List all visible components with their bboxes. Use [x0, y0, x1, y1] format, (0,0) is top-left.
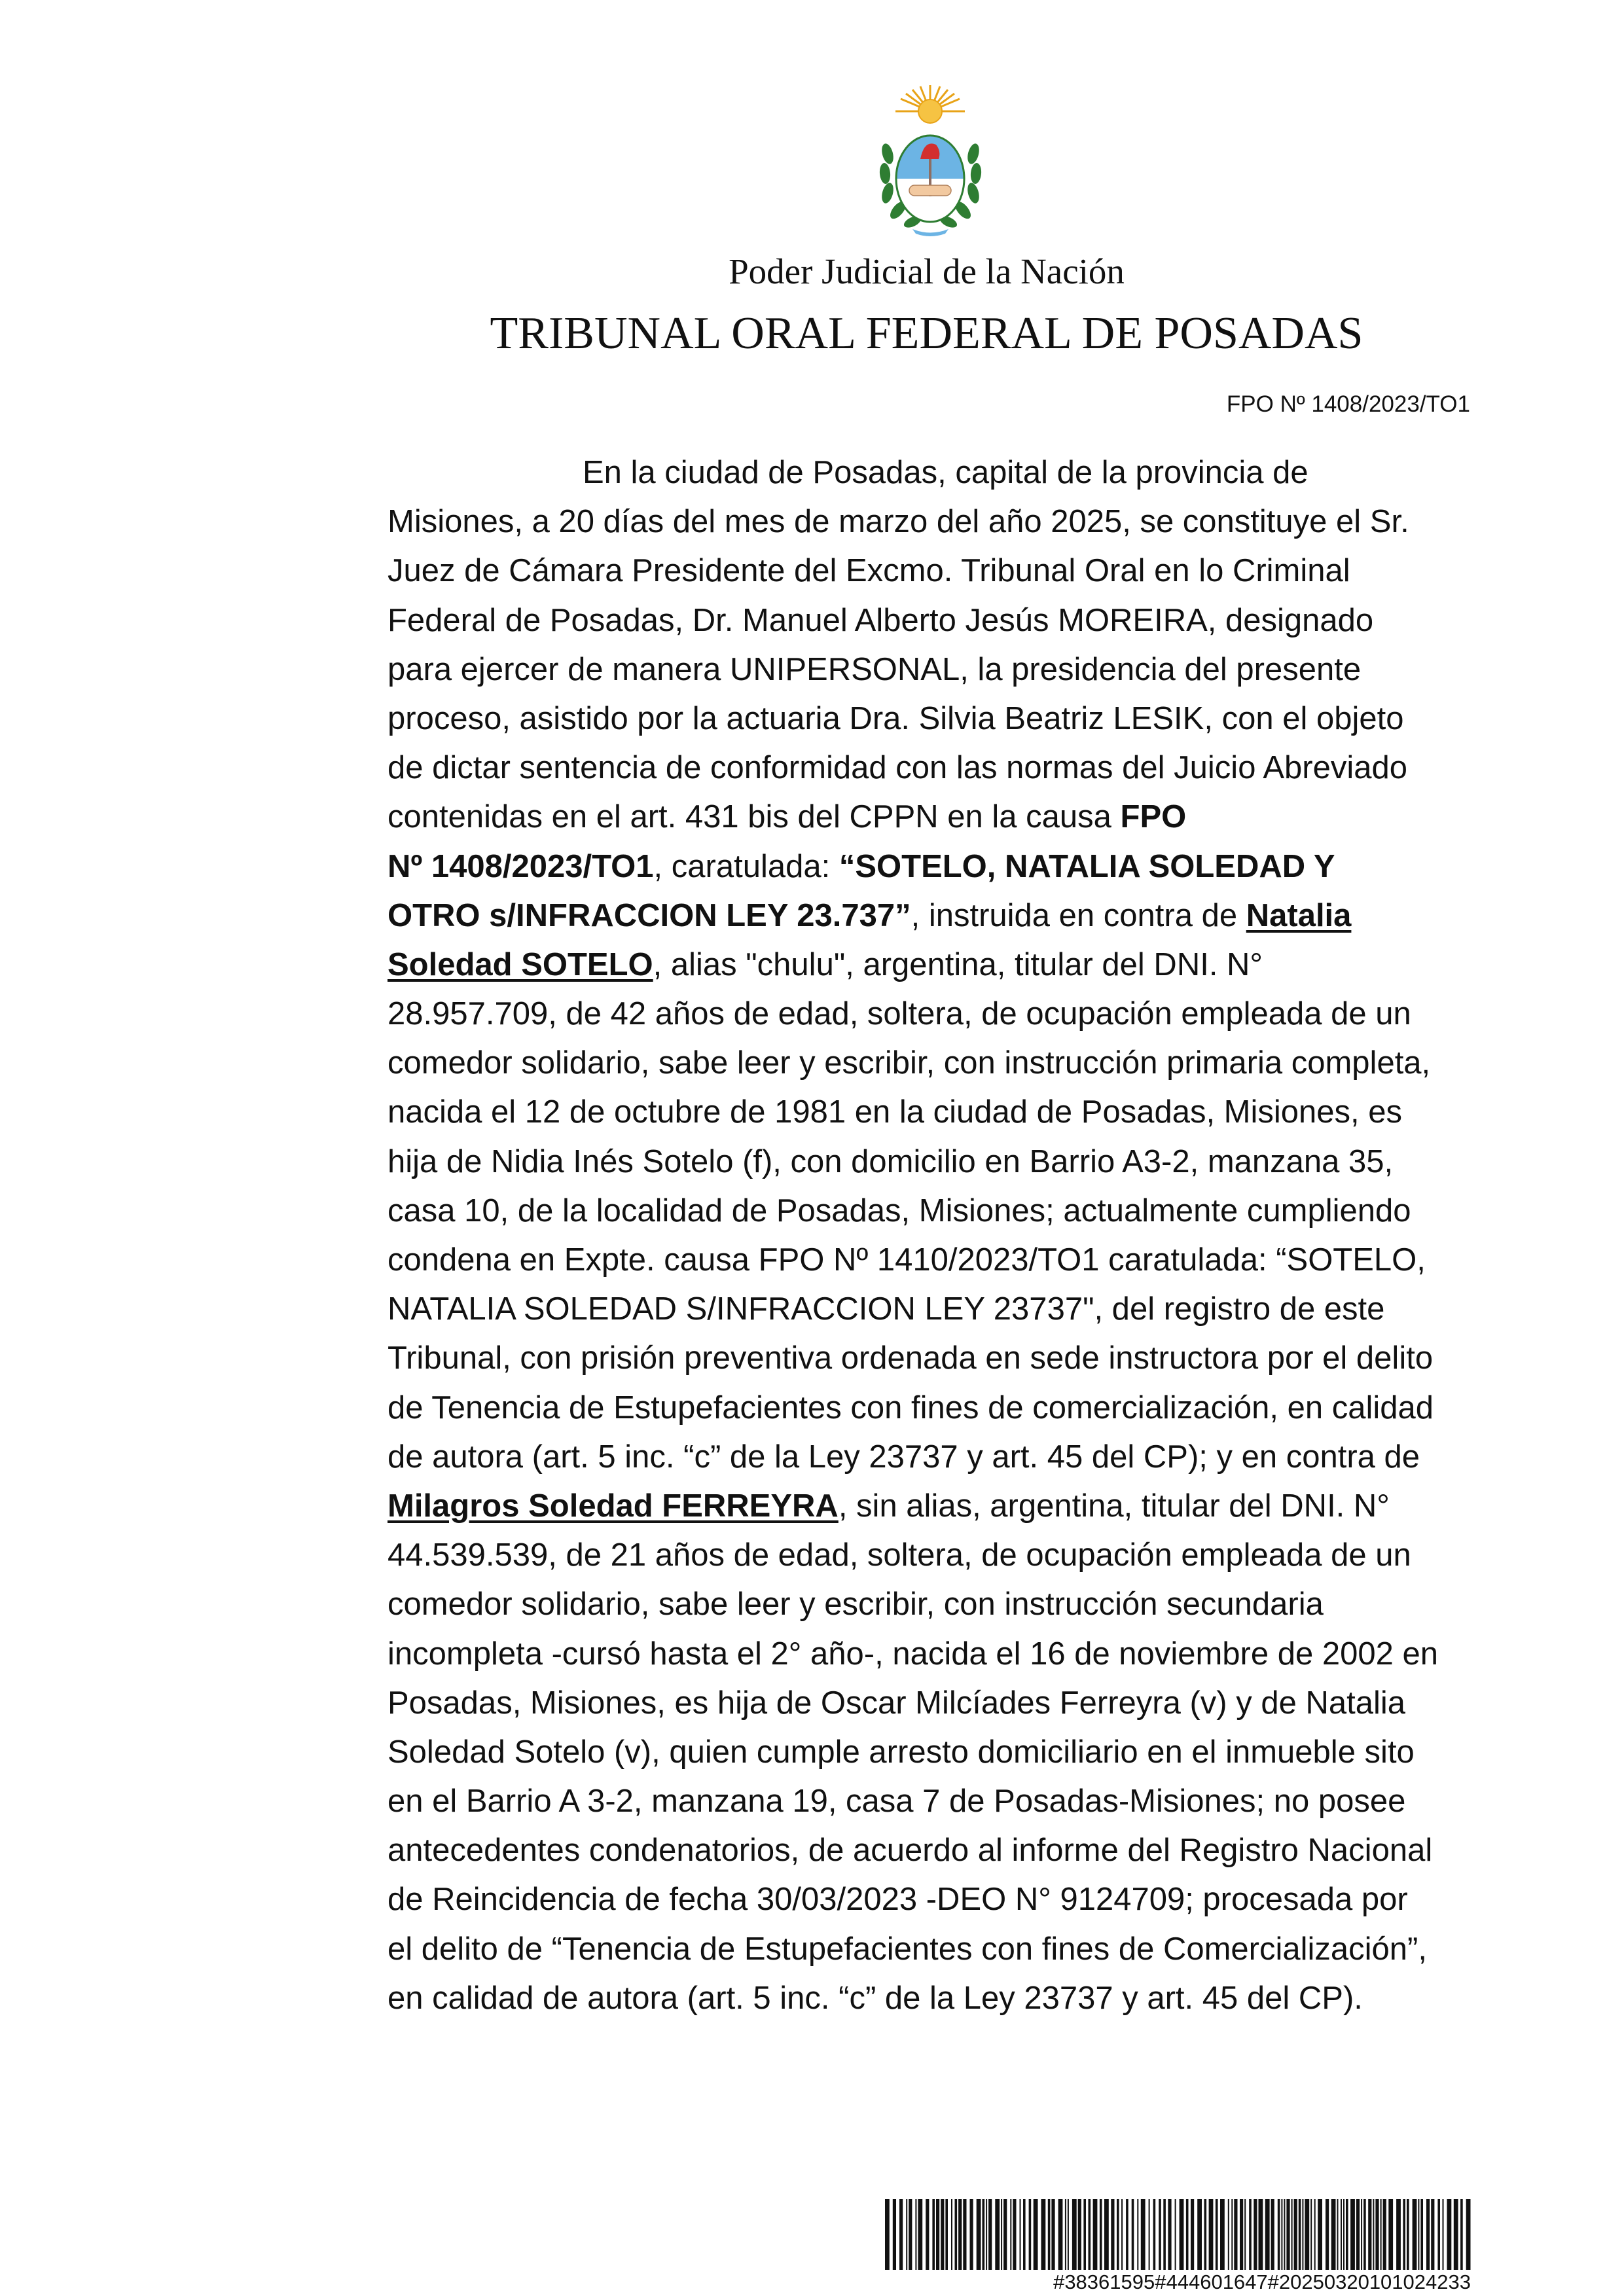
body-line [388, 990, 1471, 1039]
barcode-bar [1041, 2199, 1046, 2270]
barcode-bar [1137, 2199, 1138, 2270]
barcode-bar [1281, 2199, 1282, 2270]
barcode-bar [1343, 2199, 1344, 2270]
body-line [388, 891, 1471, 941]
barcode-bar [1368, 2199, 1371, 2270]
barcode-bar [1265, 2199, 1270, 2270]
barcode-bar [1163, 2199, 1166, 2270]
barcode-bar [1314, 2199, 1316, 2270]
barcode-bar [936, 2199, 939, 2270]
barcode-bar [1234, 2199, 1237, 2270]
text-run: Soledad Sotelo (v), quien cumple arresto domiciliario en el inmueble sito [388, 1734, 1415, 1770]
ribbon [912, 229, 948, 236]
text-run: , instruida en contra de [911, 897, 1238, 933]
barcode-bar [1132, 2199, 1134, 2270]
barcode-bar [1388, 2199, 1393, 2270]
defendant-name-1: Natalia [1246, 897, 1352, 933]
barcode-bar [1240, 2199, 1243, 2270]
defendant-name-1: Soledad SOTELO [388, 946, 653, 982]
barcode-bar [1305, 2199, 1309, 2270]
barcode-bar [918, 2199, 922, 2270]
barcode-bar [885, 2199, 890, 2270]
barcode-bar [1159, 2199, 1161, 2270]
barcode-bar [1180, 2199, 1184, 2270]
barcode-bar [941, 2199, 944, 2270]
text-run: , sin alias, argentina, titular del DNI. N° [838, 1488, 1390, 1524]
case-number-bold: Nº 1408/2023/TO1 [388, 848, 654, 884]
defendant-name-2: Milagros Soledad FERREYRA [388, 1488, 839, 1524]
barcode-bar [1220, 2199, 1225, 2270]
body-line [388, 1728, 1471, 1777]
barcode-bar [1023, 2199, 1026, 2270]
barcode-bar [915, 2199, 916, 2270]
barcode-bar [995, 2199, 1000, 2270]
barcode-bar [1072, 2199, 1077, 2270]
barcode-bar [1058, 2199, 1063, 2270]
text-run: Juez de Cámara Presidente del Excmo. Tribunal Oral en lo Criminal [388, 553, 1350, 589]
barcode-bar [1443, 2199, 1444, 2270]
barcode-bar [1407, 2199, 1409, 2270]
barcode-bar [1420, 2199, 1423, 2270]
barcode-bar [1013, 2199, 1016, 2270]
barcode-bar [1083, 2199, 1086, 2270]
body-paragraph [388, 448, 1471, 2023]
barcode-bar [1286, 2199, 1290, 2270]
body-line [388, 448, 1471, 497]
barcode-bar [1093, 2199, 1098, 2270]
barcode-bar [1104, 2199, 1109, 2270]
body-line [388, 744, 1471, 793]
case-title-bold: “SOTELO, NATALIA SOLEDAD Y [839, 848, 1335, 884]
body-line [388, 596, 1471, 645]
text-run: comedor solidario, sabe leer y escribir, con instrucción primaria completa, [388, 1045, 1431, 1081]
barcode-bar [909, 2199, 912, 2270]
barcode-bar [1175, 2199, 1176, 2270]
body-line [388, 1974, 1471, 2023]
barcode-bar [1254, 2199, 1257, 2270]
barcode-bar [1001, 2199, 1002, 2270]
text-run: incompleta -cursó hasta el 2° año-, nacida el 16 de noviembre de 2002 en [388, 1636, 1438, 1672]
barcode-bar [1383, 2199, 1386, 2270]
barcode-bar [951, 2199, 952, 2270]
text-run: Misiones, a 20 días del mes de marzo del año 2025, se constituye el Sr. [388, 504, 1409, 540]
barcode-bar [1294, 2199, 1297, 2270]
text-run: el delito de “Tenencia de Estupefacientes con fines de Comercialización”, [388, 1931, 1427, 1967]
barcode-bar [899, 2199, 903, 2270]
barcode-bar [932, 2199, 935, 2270]
body-line [388, 1826, 1471, 1875]
barcode-bar [1191, 2199, 1194, 2270]
body-line [388, 1630, 1471, 1679]
text-run: de Reincidencia de fecha 30/03/2023 -DEO N° 9124709; procesada por [388, 1882, 1408, 1918]
body-line [388, 1482, 1471, 1531]
barcode-bar [1149, 2199, 1150, 2270]
body-line [388, 1875, 1471, 1924]
barcode-bar [1413, 2199, 1417, 2270]
barcode-bar [1302, 2199, 1303, 2270]
body-line [388, 1433, 1471, 1482]
barcode-bar [1310, 2199, 1312, 2270]
text-run: condena en Expte. causa FPO Nº 1410/2023/TO1 caratulada: “SOTELO, [388, 1242, 1426, 1278]
institution-name: Poder Judicial de la Nación [729, 251, 1125, 291]
barcode-bar [1126, 2199, 1128, 2270]
barcode-bar [1291, 2199, 1293, 2270]
barcode-bar [1249, 2199, 1252, 2270]
barcode-bar [1209, 2199, 1214, 2270]
barcode-bar [1278, 2199, 1280, 2270]
barcode-bar [1373, 2199, 1374, 2270]
barcode-bar [1299, 2199, 1301, 2270]
barcode-bar [1121, 2199, 1123, 2270]
barcode-bar [1244, 2199, 1246, 2270]
barcode-bar [963, 2199, 966, 2270]
text-run: comedor solidario, sabe leer y escribir, con instrucción secundaria [388, 1587, 1324, 1623]
barcode-bar [1117, 2199, 1119, 2270]
barcode-bar [1111, 2199, 1114, 2270]
text-run: , caratulada: [653, 848, 831, 884]
text-run: 44.539.539, de 21 años de edad, soltera, de ocupación empleada de un [388, 1537, 1411, 1573]
barcode-icon [885, 2199, 1471, 2270]
barcode-bar [1153, 2199, 1156, 2270]
barcode-bar [1346, 2199, 1348, 2270]
barcode-bar [1318, 2199, 1322, 2270]
barcode-bar [1403, 2199, 1405, 2270]
barcode-bar [1460, 2199, 1463, 2270]
body-line [388, 1039, 1471, 1088]
body-line [388, 793, 1471, 842]
text-run: En la ciudad de Posadas, capital de la provincia de [583, 455, 1308, 490]
text-run: en calidad de autora (art. 5 inc. “c” de la Ley 23737 y art. 45 del CP). [388, 1980, 1363, 2016]
barcode-bar [1089, 2199, 1091, 2270]
barcode-bar [1356, 2199, 1360, 2270]
barcode-bar [1168, 2199, 1171, 2270]
text-run: proceso, asistido por la actuaria Dra. Silvia Beatriz LESIK, con el objeto [388, 700, 1404, 736]
body-line [388, 842, 1471, 891]
barcode-bar [1029, 2199, 1032, 2270]
barcode-bar [926, 2199, 929, 2270]
body-line [388, 497, 1471, 547]
body-line [388, 1777, 1471, 1826]
barcode-bar [1284, 2199, 1285, 2270]
barcode-bar [1051, 2199, 1055, 2270]
text-run: contenidas en el art. 431 bis del CPPN en la causa [388, 799, 1111, 835]
text-run: en el Barrio A 3-2, manzana 19, casa 7 de Posadas-Misiones; no posee [388, 1784, 1406, 1820]
barcode-bar [1048, 2199, 1051, 2270]
body-line [388, 1334, 1471, 1383]
barcode-bar [1331, 2199, 1336, 2270]
barcode-bar [1204, 2199, 1207, 2270]
barcode-bar [1231, 2199, 1233, 2270]
barcode-bar [986, 2199, 987, 2270]
case-reference: FPO Nº 1408/2023/TO1 [1226, 391, 1470, 417]
text-run: antecedentes condenatorios, de acuerdo al informe del Registro Nacional [388, 1833, 1433, 1869]
body-line [388, 547, 1471, 596]
text-run: para ejercer de manera UNIPERSONAL, la presidencia del presente [388, 651, 1362, 687]
barcode-bar [1466, 2199, 1471, 2270]
barcode-bar [1216, 2199, 1218, 2270]
barcode-bar [1003, 2199, 1007, 2270]
text-run: hija de Nidia Inés Sotelo (f), con domicilio en Barrio A3-2, manzana 35, [388, 1143, 1394, 1179]
barcode-bar [1361, 2199, 1362, 2270]
barcode-bar [970, 2199, 973, 2270]
barcode-bar [955, 2199, 958, 2270]
body-line [388, 1088, 1471, 1137]
text-run: , alias "chulu", argentina, titular del DNI. N° [653, 946, 1263, 982]
text-run: nacida el 12 de octubre de 1981 en la ciudad de Posadas, Misiones, es [388, 1094, 1403, 1130]
barcode-bar [1350, 2199, 1355, 2270]
body-line [388, 694, 1471, 744]
body-line [388, 645, 1471, 694]
barcode-bar [1068, 2199, 1069, 2270]
barcode-bar [1020, 2199, 1021, 2270]
barcode-bar [1065, 2199, 1066, 2270]
body-line [388, 1384, 1471, 1433]
text-run: de autora (art. 5 inc. “c” de la Ley 23737 y art. 45 del CP); y en contra de [388, 1439, 1420, 1475]
text-run: 28.957.709, de 42 años de edad, soltera, de ocupación empleada de un [388, 996, 1411, 1032]
barcode-bar [1141, 2199, 1146, 2270]
barcode-bar [945, 2199, 948, 2270]
text-run: casa 10, de la localidad de Posadas, Misiones; actualmente cumpliendo [388, 1193, 1411, 1229]
barcode-bar [1426, 2199, 1430, 2270]
barcode-bar [1341, 2199, 1342, 2270]
sun-disc [918, 99, 942, 123]
barcode-bar [1197, 2199, 1202, 2270]
body-line [388, 941, 1471, 990]
barcode-bar [1100, 2199, 1102, 2270]
barcode-bar [1010, 2199, 1011, 2270]
court-name: TRIBUNAL ORAL FEDERAL DE POSADAS [490, 308, 1363, 359]
body-line [388, 1925, 1471, 1974]
barcode-bar [1396, 2199, 1401, 2270]
body-line [388, 1138, 1471, 1187]
barcode-bar [1437, 2199, 1440, 2270]
case-number-bold: FPO [1120, 799, 1187, 835]
barcode-bar [1326, 2199, 1329, 2270]
barcode-bar [1078, 2199, 1081, 2270]
barcode-bar [988, 2199, 992, 2270]
barcode-bar [983, 2199, 985, 2270]
barcode-bar [1363, 2199, 1366, 2270]
barcode-bar [1186, 2199, 1189, 2270]
argentina-coat-of-arms-icon [873, 82, 988, 239]
body-line [388, 1187, 1471, 1236]
barcode-bar [1228, 2199, 1229, 2270]
text-run: Federal de Posadas, Dr. Manuel Alberto Jesús MOREIRA, designado [388, 602, 1374, 638]
body-line [388, 1580, 1471, 1629]
barcode-bar [1431, 2199, 1434, 2270]
text-run: Posadas, Misiones, es hija de Oscar Milcíades Ferreyra (v) y de Natalia [388, 1685, 1405, 1721]
body-line [388, 1679, 1471, 1728]
barcode-bar [1259, 2199, 1263, 2270]
clasped-hands [909, 185, 951, 196]
body-line [388, 1236, 1471, 1285]
barcode-number: #38361595#444601647#20250320101024233 [1053, 2270, 1471, 2293]
barcode-bar [1034, 2199, 1038, 2270]
barcode-bar [1380, 2199, 1382, 2270]
text-run: de dictar sentencia de conformidad con las normas del Juicio Abreviado [388, 750, 1407, 786]
barcode-bar [893, 2199, 896, 2270]
barcode-bar [1418, 2199, 1419, 2270]
barcode-bar [958, 2199, 962, 2270]
body-line [388, 1285, 1471, 1334]
barcode-bar [1454, 2199, 1458, 2270]
barcode-bar [1375, 2199, 1379, 2270]
text-run: de Tenencia de Estupefacientes con fines de comercialización, en calidad [388, 1390, 1434, 1426]
barcode-bar [906, 2199, 907, 2270]
text-run: NATALIA SOLEDAD S/INFRACCION LEY 23737", del registro de este [388, 1291, 1385, 1327]
barcode-bar [977, 2199, 981, 2270]
barcode-bar [1447, 2199, 1452, 2270]
text-run: Tribunal, con prisión preventiva ordenada en sede instructora por el delito [388, 1340, 1434, 1376]
body-line [388, 1531, 1471, 1580]
barcode-bar [1271, 2199, 1274, 2270]
case-title-bold: OTRO s/INFRACCION LEY 23.737” [388, 897, 911, 933]
barcode-bar [1337, 2199, 1339, 2270]
